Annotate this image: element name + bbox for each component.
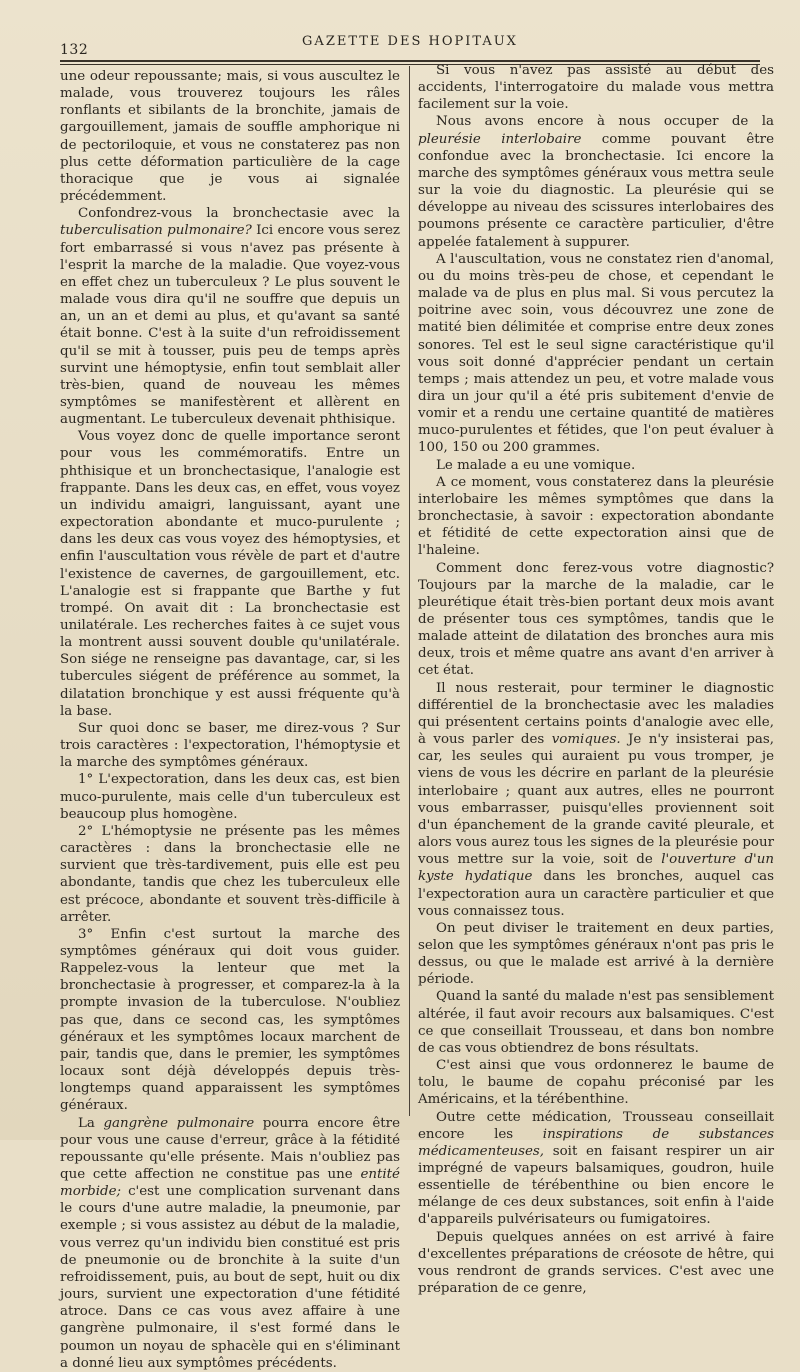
paragraph: [60, 68, 400, 205]
page-number: 132: [60, 42, 89, 58]
paragraph: [418, 988, 774, 1057]
paragraph: [60, 771, 400, 822]
page-header: [60, 30, 760, 60]
italic-term: pleurésie interlobaire: [418, 131, 582, 147]
left-column: [60, 68, 400, 1372]
paragraph: [418, 113, 774, 250]
paragraph-text: pourra encore être pour vous une cause d'erreur, grâce à la fétidité repoussante qu'elle présente. Mais n'oubliez pas que cette affection ne constitue pas une: [60, 1115, 400, 1182]
paragraph: [60, 823, 400, 926]
paragraph-text: Si vous n'avez pas assisté au début des accidents, l'interrogatoire du malade vous mettra facilement sur la voie.: [418, 63, 774, 113]
italic-term: gangrène pulmonaire: [103, 1115, 255, 1131]
paragraph: [418, 1057, 774, 1108]
paragraph-text: dans les bronches, auquel cas l'expectoration aura un caractère particulier et que vous connaissez tous.: [418, 869, 774, 919]
italic-term: inspirations de substances médicamenteuses,: [418, 1126, 774, 1159]
paragraph: [418, 251, 774, 457]
paragraph-text: une odeur repoussante; mais, si vous auscultez le malade, vous trouverez toujours les râles ronflants et sibilants de la bronchite, jamais de gargouillement, jamais de souffle amphorique ni de pectoriloquie, et vous ne constaterez pas non plus cette déformation particulière de la cage thoracique que je vous ai signalée précédemment.: [60, 69, 400, 205]
paragraph-text: Je n'y insisterai pas, car, les seules qui auraient pu vous tromper, je viens de vous les décrire en parlant de la pleurésie interlobaire ; quant aux autres, elles ne pourront vous embarrasser, puisqu'elles proviennent soit d'un épanchement de la grande cavité pleurale, et alors vous aurez tous les signes de la pleurésie pour vous mettre sur la voie, soit de: [418, 732, 774, 868]
paragraph-text: Depuis quelques années on est arrivé à faire d'excellentes préparations de créosote de hêtre, qui vous rendront de grands services. C'est avec une préparation de ce genre,: [418, 1229, 774, 1297]
italic-term: entité morbide;: [60, 1167, 400, 1200]
paragraph-text: A ce moment, vous constaterez dans la pleurésie interlobaire les mêmes symptômes que dans la bronchectasie, à savoir : expectoration abondante et fétidité de cette expectoration ainsi que de l'haleine.: [418, 474, 774, 559]
paragraph-text: Sur quoi donc se baser, me direz-vous ? Sur trois caractères : l'expectoration, l'hémoptysie et la marche des symptômes généraux.: [60, 720, 400, 771]
paragraph-text: Outre cette médication, Trousseau conseillait encore les: [418, 1109, 774, 1142]
italic-term: tuberculisation pulmonaire?: [60, 223, 252, 239]
running-title: GAZETTE DES HOPITAUX: [302, 34, 518, 49]
paragraph-text: Il nous resterait, pour terminer le diagnostic différentiel de la bronchectasie avec les maladies qui présentent certains points d'analogie avec elle, à vous parler des: [418, 680, 774, 748]
paragraph: [418, 457, 774, 474]
italic-term: l'ouverture d'un kyste hydatique: [418, 852, 774, 885]
paragraph-text: Ici encore vous serez fort embarrassé si vous n'avez pas présente à l'esprit la marche de la maladie. Que voyez-vous en effet chez un tuberculeux ? Le plus souvent le malade vous dira qu'il ne souffre que depuis un an, un an et demi au plus, et qu'avant sa santé était bonne. C'est à la suite d'un refroidissement qu'il se mit à tousser, puis peu de temps après survint une hémoptysie, enfin tout semblait aller très-bien, quand de nouveau les mêmes symptômes se manifestèrent et allèrent en augmentant. Le tuberculeux devenait phthisique.: [60, 223, 400, 428]
paragraph: [418, 1229, 774, 1298]
paragraph-text: 3° Enfin c'est surtout la marche des symptômes généraux qui doit vous guider. Rappelez-vous la lenteur que met la bronchectasie à progresser, et comparez-la à la prompte invasion de la tuberculose. N'oubliez pas que, dans ce second cas, les symptômes généraux et les symptômes locaux marchent de pair, tandis que, dans le premier, les symptômes locaux sont déjà développés depuis très-longtemps quand apparaissent les symptômes généraux.: [60, 926, 400, 1114]
paragraph-text: c'est une complication survenant dans le cours d'une autre maladie, la pneumonie, par exemple ; si vous assistez au début de la maladie, vous verrez qu'un individu bien constitué est pris de pneumonie ou de bronchite à la suite d'un refroidissement, puis, au bout de sept, huit ou dix jours, survient une expectoration d'une fétidité atroce. Dans ce cas vous avez affaire à une gangrène pulmonaire, il s'est formé dans le poumon un noyau de sphacèle qui en s'éliminant a donné lieu aux symptômes précédents.: [60, 1184, 400, 1371]
paragraph-text: Comment donc ferez-vous votre diagnostic? Toujours par la marche de la maladie, car le pleurétique était très-bien portant deux mois avant de présenter tous ces symptômes, tandis que le malade atteint de dilatation des bronches aura mis deux, trois et même quatre ans avant d'en arriver à cet état.: [418, 560, 774, 679]
paragraph-text: 2° L'hémoptysie ne présente pas les mêmes caractères : dans la bronchectasie elle ne survient que très-tardivement, puis elle est peu abondante, tandis que chez les tuberculeux elle est précoce, abondante et souvent très-difficile à arrêter.: [60, 823, 400, 925]
paragraph-text: Le malade a eu une vomique.: [436, 457, 636, 473]
paragraph-text: C'est ainsi que vous ordonnerez le baume de tolu, le baume de copahu préconisé par les Américains, et la térébenthine.: [418, 1058, 774, 1108]
right-column: [418, 62, 774, 1297]
paragraph: [60, 1115, 400, 1372]
paragraph-text: Confondrez-vous la bronchectasie avec la: [78, 206, 400, 222]
italic-term: vomiques.: [551, 732, 621, 748]
paragraph: [60, 926, 400, 1115]
paragraph-text: A l'auscultation, vous ne constatez rien d'anomal, ou du moins très-peu de chose, et cependant le malade va de plus en plus mal. Si vous percutez la poitrine avec soin, vous découvrez une zone de matité bien délimitée et comprise entre deux zones sonores. Tel est le seul signe caractéristique qu'il vous soit donné d'apprécier pendant un certain temps ; mais attendez un peu, et votre malade vous dira un jour qu'il a été pris subitement d'envie de vomir et a rendu une certaine quantité de matières muco-purulentes et fétides, que l'on peut évaluer à 100, 150 ou 200 grammes.: [418, 251, 774, 456]
paragraph: [60, 720, 400, 771]
paragraph-text: 1° L'expectoration, dans les deux cas, est bien muco-purulente, mais celle d'un tuberculeux est beaucoup plus homogène.: [60, 772, 400, 822]
paragraph: [418, 560, 774, 680]
paragraph-text: On peut diviser le traitement en deux parties, selon que les symptômes généraux n'ont pas pris le dessus, ou que le malade est arrivé à la dernière période.: [418, 920, 774, 988]
column-divider: [409, 66, 410, 1116]
paragraph: [418, 920, 774, 989]
paragraph: [418, 474, 774, 560]
paragraph: [418, 1109, 774, 1229]
paragraph: [60, 428, 400, 720]
paragraph: [418, 62, 774, 113]
paragraph: [418, 680, 774, 920]
paragraph-text: comme pouvant être confondue avec la bronchectasie. Ici encore la marche des symptômes généraux vous mettra seule sur la voie du diagnostic. La pleurésie qui se développe au niveau des scissures interlobaires des poumons présente ce caractère particulier, d'être appelée fatalement à suppurer.: [418, 131, 775, 250]
paragraph-text: La: [78, 1115, 104, 1131]
paragraph-text: Quand la santé du malade n'est pas sensiblement altérée, il faut avoir recours aux balsamiques. C'est ce que conseillait Trousseau, et dans bon nombre de cas vous obtiendrez de bons résultats.: [418, 989, 774, 1056]
paragraph-text: Vous voyez donc de quelle importance seront pour vous les commémoratifs. Entre un phthisique et un bronchectasique, l'analogie est frappante. Dans les deux cas, en effet, vous voyez un individu amaigri, languissant, ayant une expectoration abondante et muco-purulente ; dans les deux cas vous voyez des hémoptysies, et enfin l'auscultation vous révèle de part et d'autre l'existence de cavernes, de gargouillement, etc. L'analogie est si frappante que Barthe y fut trompé. On avait dit : La bronchectasie est unilatérale. Les recherches faites à ce sujet vous la montrent aussi souvent double qu'unilatérale. Son siége ne renseigne pas davantage, car, si les tubercules siégent de préférence au sommet, la dilatation bronchique y est aussi fréquente qu'à la base.: [60, 429, 400, 719]
paragraph-text: Nous avons encore à nous occuper de la: [436, 114, 774, 130]
paragraph: [60, 205, 400, 428]
paragraph-text: soit en faisant respirer un air imprégné de vapeurs balsamiques, goudron, huile essentielle de térébenthine ou bien encore le mélange de ces deux substances, soit enfin à l'aide d'appareils pulvérisateurs ou fumigatoires.: [418, 1143, 774, 1228]
